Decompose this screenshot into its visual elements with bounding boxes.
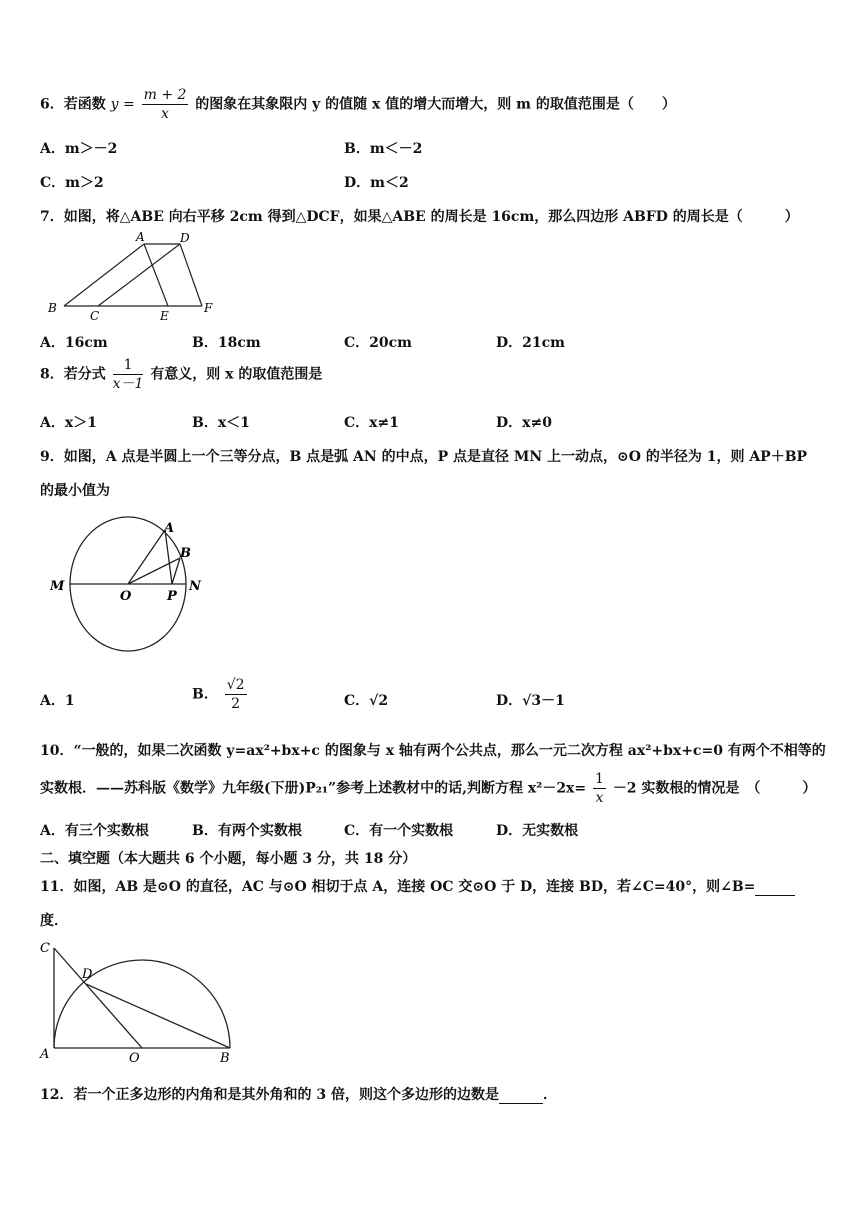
q9-label-o: O [120,589,132,604]
q11-segment-bd [86,984,230,1048]
section-2-heading: 二、填空题（本大题共 6 个小题，每小题 3 分，共 18 分） [40,851,417,867]
q10-option-a: A．有三个实数根 [40,823,149,839]
q11-segment-oc [54,948,142,1048]
q8-text: 有意义，则 x 的取值范围是 [150,366,323,383]
question-10-line-2 [40,770,816,807]
q9-option-b [192,676,249,713]
q7-segment-df [180,244,202,306]
q10-line-2-suffix: －2 实数根的情况是 （ ） [612,780,817,797]
q6-function-y: y = [110,96,135,113]
q9-label-p: P [167,589,177,604]
q11-label-d: D [82,967,93,982]
q11-label-c: C [40,941,50,956]
q7-figure [40,228,230,324]
q10-fraction [593,770,606,807]
q7-option-a: A．16cm [40,335,108,351]
q9-option-b-numerator: √2 [226,677,245,693]
q11-label-o: O [129,1051,140,1066]
q11-figure [36,936,236,1068]
q9-label-b: B [180,546,191,561]
q6-option-a: A．m＞－2 [40,141,118,157]
q8-option-b: B．x＜1 [192,415,250,431]
q12-answer-blank[interactable] [499,1087,543,1104]
q7-option-d: D．21cm [496,335,565,351]
question-6 [40,86,676,123]
q9-option-b-denominator: 2 [231,696,241,712]
q7-label-a: A [136,230,145,244]
question-11-line-1 [40,876,795,896]
q8-fraction-numerator: 1 [113,356,144,375]
q9-option-c: C．√2 [344,693,389,709]
q9-segment-oa [128,530,165,584]
question-11-line-2: 度． [40,913,68,929]
q12-end: ． [542,1087,557,1103]
q7-label-b: B [48,301,57,315]
question-9-line-2: 的最小值为 [40,483,110,499]
q7-label-e: E [160,309,169,323]
question-10-line-1: 10．“一般的，如果二次函数 y=ax²+bx+c 的图象与 x 轴有两个公共点，那么一元二次方程 ax²+bx+c=0 有两个不相等的 [40,743,826,759]
q9-label-n: N [189,579,201,594]
q6-option-d: D．m＜2 [344,175,409,191]
q7-label-f: F [204,301,213,315]
q10-fraction-numerator: 1 [595,771,604,787]
q9-segment-ob [128,558,180,584]
q11-text: 11．如图，AB 是⊙O 的直径，AC 与⊙O 相切于点 A，连接 OC 交⊙O 于 D，连接 BD，若∠C=40°，则∠B= [40,879,756,895]
q8-option-a: A．x＞1 [40,415,97,431]
q12-text: 12．若一个正多边形的内角和是其外角和的 3 倍，则这个多边形的边数是 [40,1087,499,1103]
question-7: 7．如图，将△ABE 向右平移 2cm 得到△DCF，如果△ABE 的周长是 16cm，那么四边形 ABFD 的周长是（ ） [40,209,799,225]
q11-semicircle [54,960,230,1048]
q6-fraction-numerator: m + 2 [143,87,187,103]
q10-option-c: C．有一个实数根 [344,823,454,839]
q6-fraction [142,86,189,123]
q11-label-b: B [220,1051,230,1066]
q9-option-a: A．1 [40,693,75,709]
q9-option-b-fraction [225,676,247,713]
q8-fraction-denominator: x－1 [112,376,144,392]
q9-option-b-prefix: B． [192,686,218,703]
q10-fraction-denominator: x [595,790,604,806]
q11-answer-blank[interactable] [755,879,795,896]
question-8 [40,356,322,393]
q8-option-d: D．x≠0 [496,415,552,431]
q8-fraction [113,356,144,393]
q9-figure [44,514,214,664]
q9-label-m: M [50,579,65,594]
q11-label-a: A [40,1047,50,1062]
q7-label-d: D [180,231,190,245]
q7-segment-ae [144,244,168,306]
q6-prefix: 6．若函数 [40,96,106,113]
q7-segment-dc [98,244,180,306]
question-12 [40,1084,557,1104]
q10-line-2-prefix: 实数根．——苏科版《数学》九年级(下册)P₂₁”参考上述教材中的话,判断方程 x²－2x= [40,780,587,797]
question-9-line-1: 9．如图，A 点是半圆上一个三等分点，B 点是弧 AN 的中点，P 点是直径 MN 上一动点，⊙O 的半径为 1，则 AP＋BP [40,449,808,465]
q6-fraction-denominator: x [161,106,169,122]
q6-text: 的图象在其象限内 y 的值随 x 值的增大而增大，则 m 的取值范围是（ ） [195,96,676,113]
q9-label-a: A [164,521,175,536]
q8-option-c: C．x≠1 [344,415,399,431]
q7-segment-ba [64,244,144,306]
q7-option-c: C．20cm [344,335,412,351]
q9-option-d: D．√3－1 [496,693,565,709]
q10-option-d: D．无实数根 [496,823,579,839]
q10-option-b: B．有两个实数根 [192,823,302,839]
q6-option-c: C．m＞2 [40,175,104,191]
q6-option-b: B．m＜－2 [344,141,423,157]
q8-prefix: 8．若分式 [40,366,106,383]
q7-label-c: C [90,309,100,323]
q7-option-b: B．18cm [192,335,261,351]
